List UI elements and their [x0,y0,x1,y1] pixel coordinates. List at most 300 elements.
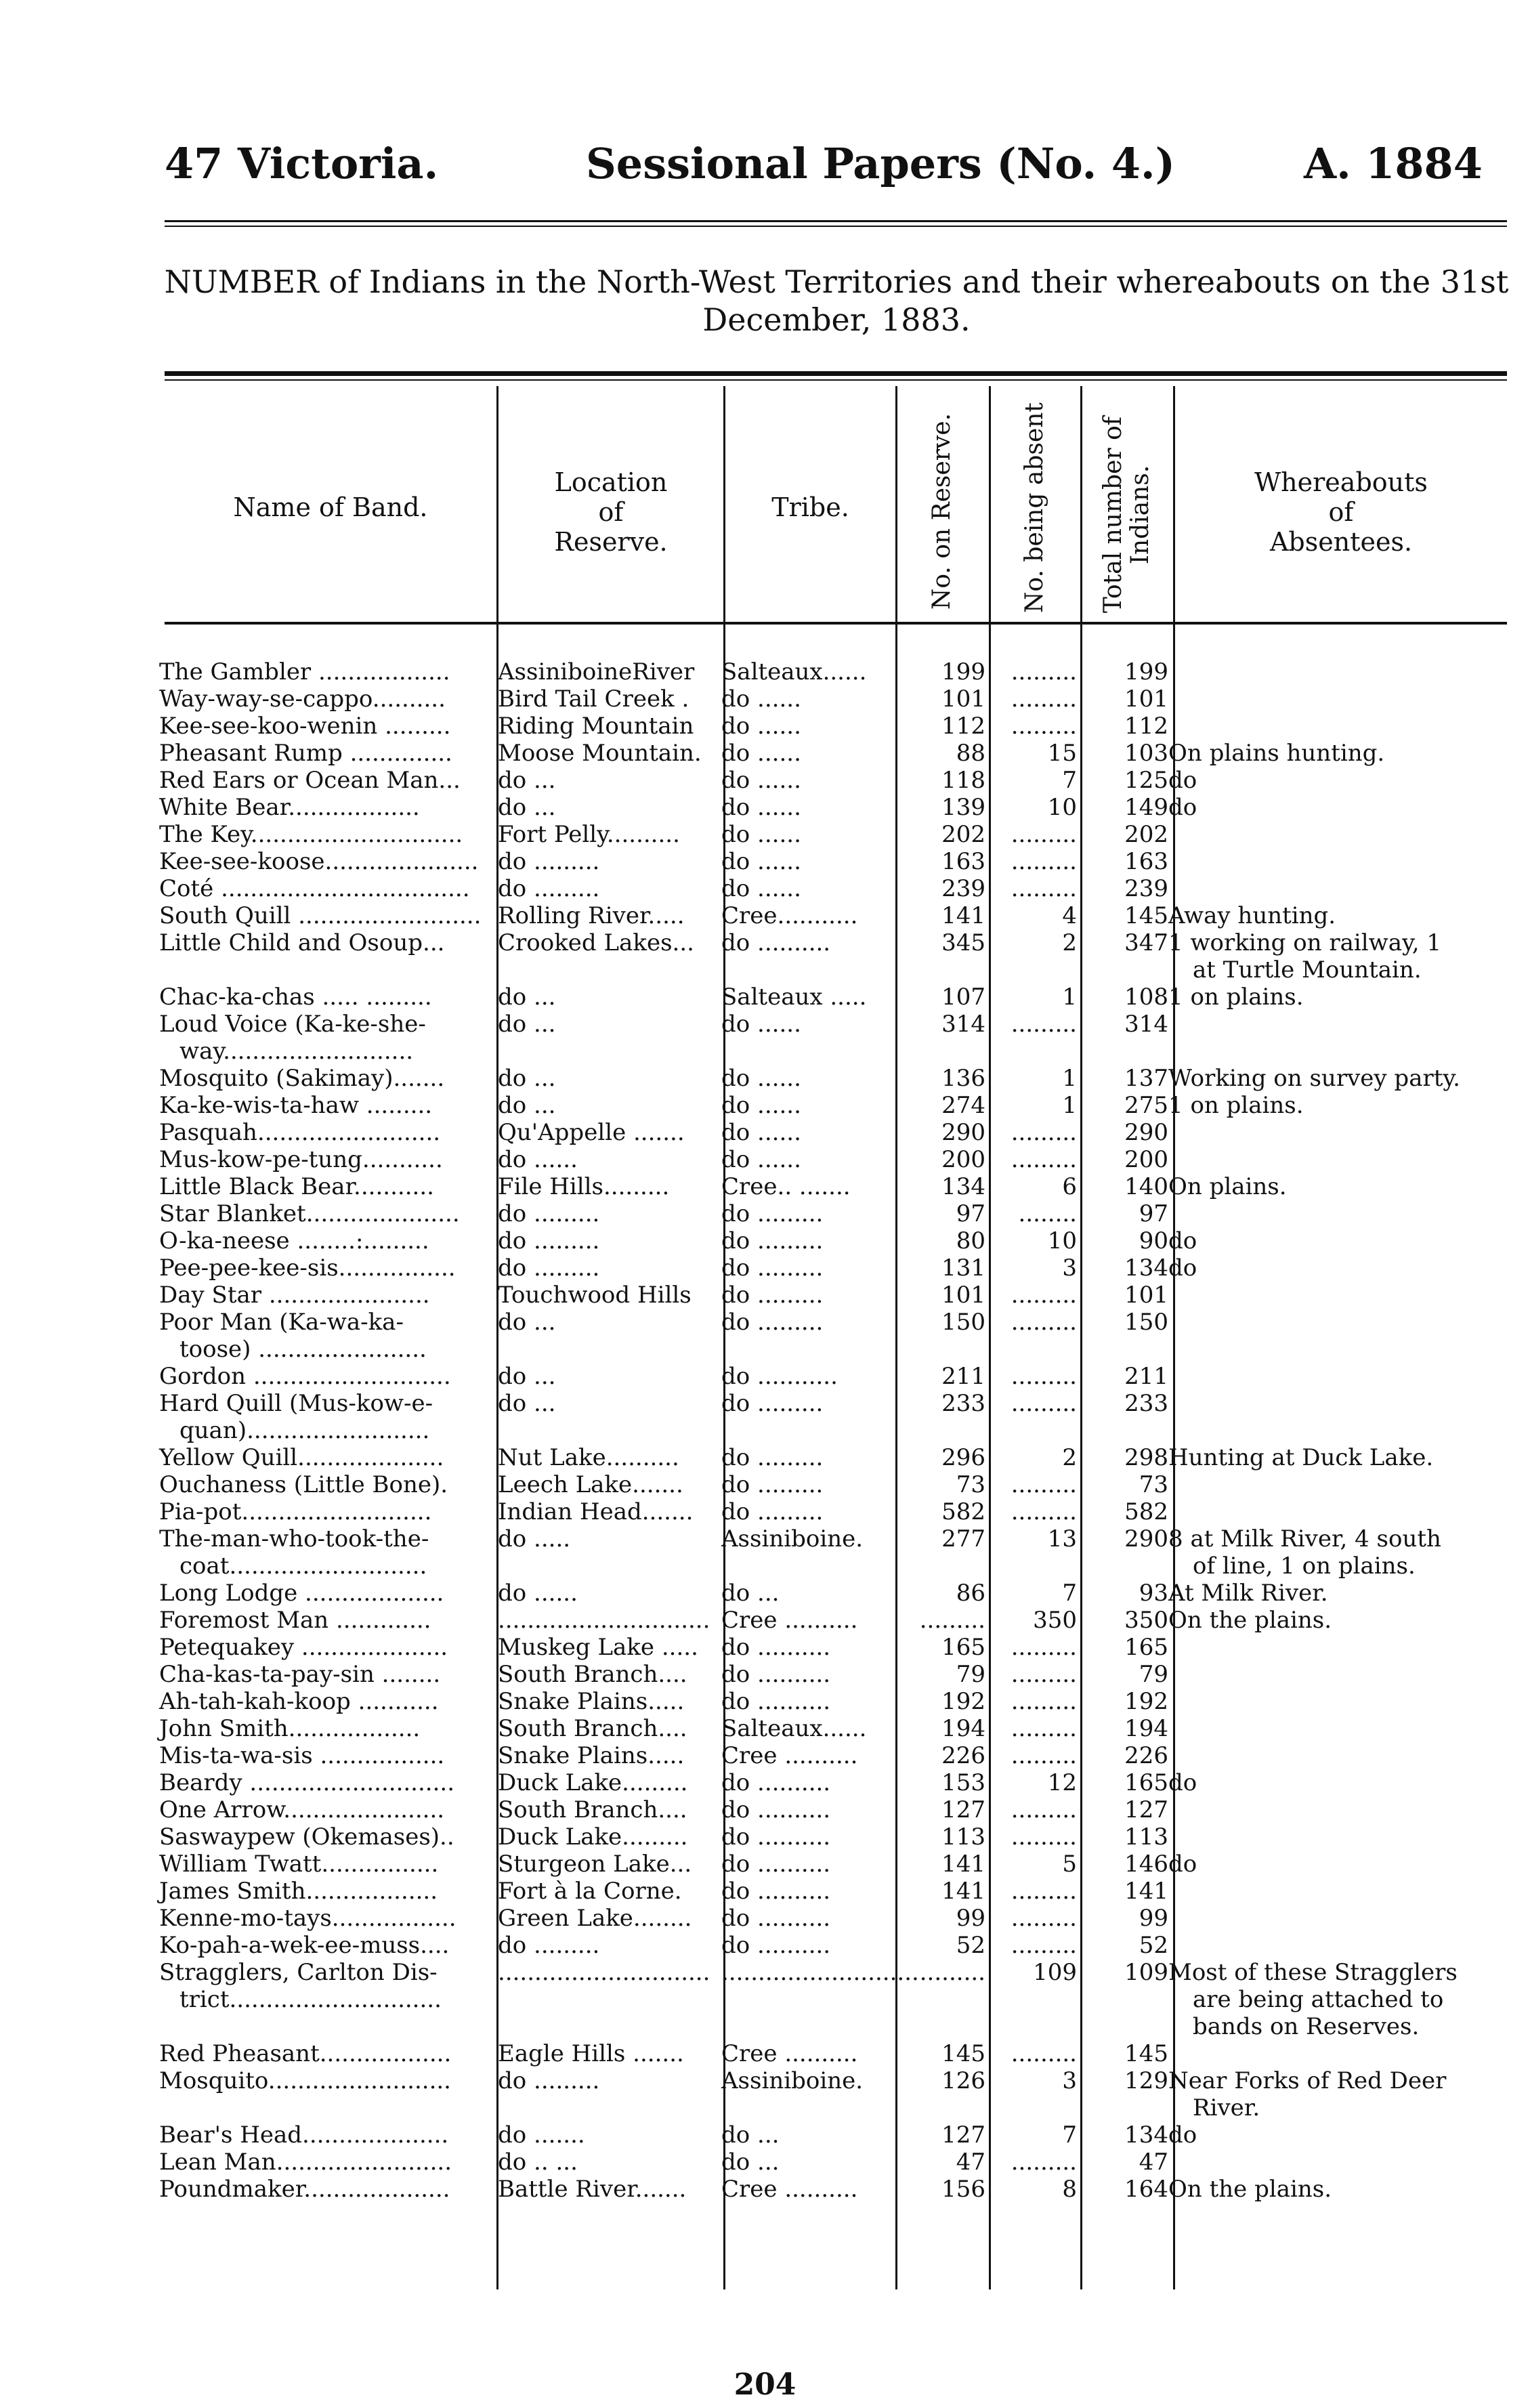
table-row [159,902,1514,929]
total-indians: 79 [1139,1661,1168,1688]
total-indians: 109 [1124,1959,1168,1986]
number-on-reserve: 127 [941,1796,985,1823]
number-on-reserve: 192 [941,1688,985,1715]
table-row [159,1607,1514,1634]
reserve-location: do ... [498,1363,556,1390]
number-on-reserve: 101 [941,685,985,713]
table-top-rule-thin [165,379,1507,381]
table-row [159,1851,1514,1878]
band-name: Kee-see-koose..................... [159,848,479,875]
absentee-whereabouts [1168,2040,1514,2067]
number-on-reserve: 290 [941,1119,985,1146]
number-absent: 6 [1062,1173,1077,1200]
total-indians: 298 [1124,1444,1168,1471]
tribe: do ......... [721,1444,824,1471]
absentee-whereabouts [1168,821,1514,848]
absentee-whereabouts: Away hunting. [1168,902,1336,929]
reserve-location: Riding Mountain [498,713,694,740]
band-name: Red Pheasant.................. [159,2040,452,2067]
tribe: do .......... [721,929,831,956]
table-row [159,1444,1514,1471]
number-absent: ......... [1011,1823,1077,1851]
table-row [159,1742,1514,1769]
total-indians: 350 [1124,1607,1168,1634]
header-center: Sessional Papers (No. 4.) [586,139,1175,188]
number-on-reserve: 141 [941,902,985,929]
band-name: Pia-pot.......................... [159,1498,432,1525]
absentee-whereabouts: On plains. [1168,1173,1287,1200]
total-indians: 134 [1124,2121,1168,2149]
absentee-whereabouts [1168,1878,1514,1905]
total-indians: 97 [1139,1200,1168,1227]
number-absent: 2 [1062,929,1077,956]
band-name: Mus-kow-pe-tung........... [159,1146,443,1173]
band-name: Gordon ........................... [159,1363,451,1390]
number-absent: 3 [1062,2067,1077,2094]
tribe: do ......... [721,1254,824,1282]
number-on-reserve: 226 [941,1742,985,1769]
table-caption [163,263,1510,339]
absentee-whereabouts: At Milk River. [1168,1580,1328,1607]
tribe: do ......... [721,1227,824,1254]
number-on-reserve: 199 [941,658,985,685]
number-on-reserve: 88 [956,740,985,767]
number-absent: ......... [1011,713,1077,740]
absentee-whereabouts: 1 working on railway, 1 at Turtle Mountain. [1168,929,1441,984]
number-on-reserve: 194 [941,1715,985,1742]
tribe: do ... [721,2121,780,2149]
total-indians: 47 [1139,2149,1168,2176]
col-head-tribe: Tribe. [771,492,849,522]
band-name: Little Black Bear........... [159,1173,434,1200]
number-on-reserve: 296 [941,1444,985,1471]
absentee-whereabouts [1168,1823,1514,1851]
number-absent: 1 [1062,1065,1077,1092]
number-on-reserve: 99 [956,1905,985,1932]
table-row [159,1959,1514,2040]
absentee-whereabouts [1168,685,1514,713]
number-on-reserve: 150 [941,1309,985,1336]
band-name: The-man-who-took-the- coat........................... [159,1525,429,1580]
number-absent: ......... [1011,685,1077,713]
number-on-reserve: 211 [941,1363,985,1390]
reserve-location: AssiniboineRiver [498,658,695,685]
reserve-location: Muskeg Lake ..... [498,1634,698,1661]
reserve-location: do ......... [498,875,600,902]
reserve-location: Moose Mountain. [498,740,702,767]
table-header-rule [165,622,1507,625]
number-on-reserve: 113 [941,1823,985,1851]
tribe: do ......... [721,1200,824,1227]
total-indians: 113 [1124,1823,1168,1851]
number-absent: ......... [1011,1905,1077,1932]
absentee-whereabouts [1168,1119,1514,1146]
number-on-reserve: 141 [941,1878,985,1905]
number-on-reserve: 274 [941,1092,985,1119]
total-indians: 192 [1124,1688,1168,1715]
table-row [159,1363,1514,1390]
band-name: White Bear.................. [159,794,420,821]
absentee-whereabouts: On plains hunting. [1168,740,1385,767]
table-row [159,1661,1514,1688]
tribe: Cree.. ....... [721,1173,851,1200]
band-name: Ah-tah-kah-koop ........... [159,1688,439,1715]
table-row [159,1715,1514,1742]
table-row [159,1254,1514,1282]
tribe: do ......... [721,1390,824,1417]
tribe: do .......... [721,1688,831,1715]
absentee-whereabouts [1168,1200,1514,1227]
total-indians: 199 [1124,658,1168,685]
total-indians: 52 [1139,1932,1168,1959]
number-absent: ......... [1011,1011,1077,1038]
tribe: do ...... [721,821,801,848]
number-on-reserve: ......... [919,1959,985,1986]
number-on-reserve: 163 [941,848,985,875]
table-row [159,1227,1514,1254]
reserve-location: Touchwood Hills [498,1282,692,1309]
band-name: Pheasant Rump .............. [159,740,452,767]
reserve-location: South Branch.... [498,1661,687,1688]
absentee-whereabouts: Near Forks of Red Deer River. [1168,2067,1447,2121]
total-indians: 163 [1124,848,1168,875]
reserve-location: Duck Lake......... [498,1769,688,1796]
number-absent: 15 [1047,740,1077,767]
band-name: Pasquah......................... [159,1119,441,1146]
tribe: do ...... [721,1146,801,1173]
number-absent: ......... [1011,875,1077,902]
tribe: ........................... [721,1959,919,1986]
number-on-reserve: 47 [956,2149,985,2176]
tribe: do ......... [721,1309,824,1336]
absentee-whereabouts [1168,1390,1514,1444]
absentee-whereabouts: do [1168,2121,1197,2149]
reserve-location: do ... [498,767,556,794]
number-absent: 2 [1062,1444,1077,1471]
total-indians: 134 [1124,1254,1168,1282]
total-indians: 150 [1124,1309,1168,1336]
number-absent: 7 [1062,767,1077,794]
total-indians: 347 [1124,929,1168,956]
table-row [159,929,1514,984]
table-row [159,1092,1514,1119]
tribe: do .......... [721,1823,831,1851]
col-head-on-reserve: No. on Reserve. [928,413,956,610]
band-name: Poundmaker.................... [159,2176,450,2203]
tribe: Assiniboine. [721,2067,864,2094]
total-indians: 125 [1124,767,1168,794]
tribe: do ...... [721,875,801,902]
table-row [159,984,1514,1011]
table-row [159,1119,1514,1146]
absentee-whereabouts [1168,658,1514,685]
number-absent: ......... [1011,848,1077,875]
tribe: do ... [721,1580,780,1607]
band-name: Red Ears or Ocean Man... [159,767,461,794]
reserve-location: Crooked Lakes... [498,929,694,956]
absentee-whereabouts: Hunting at Duck Lake. [1168,1444,1434,1471]
band-name: Beardy ............................ [159,1769,455,1796]
table-row [159,1580,1514,1607]
tribe: do .......... [721,1796,831,1823]
number-absent: ......... [1011,1661,1077,1688]
tribe: do ...... [721,685,801,713]
table-row [159,740,1514,767]
absentee-whereabouts: On the plains. [1168,1607,1332,1634]
tribe: do ...... [721,1119,801,1146]
band-name: John Smith.................. [159,1715,421,1742]
tribe: Cree .......... [721,1607,858,1634]
table-row [159,1634,1514,1661]
reserve-location: Indian Head....... [498,1498,694,1525]
total-indians: 164 [1124,2176,1168,2203]
absentee-whereabouts [1168,1796,1514,1823]
reserve-location: do ......... [498,2067,600,2094]
reserve-location: Snake Plains..... [498,1742,685,1769]
number-on-reserve: 314 [941,1011,985,1038]
total-indians: 137 [1124,1065,1168,1092]
tribe: do ...... [721,767,801,794]
total-indians: 275 [1124,1092,1168,1119]
table-row [159,875,1514,902]
reserve-location: do .. ... [498,2149,578,2176]
absentee-whereabouts: do [1168,794,1197,821]
band-name: Ka-ke-wis-ta-haw ......... [159,1092,433,1119]
reserve-location: do ..... [498,1525,571,1552]
absentee-whereabouts [1168,1146,1514,1173]
table-row [159,1769,1514,1796]
total-indians: 90 [1139,1227,1168,1254]
reserve-location: Leech Lake....... [498,1471,683,1498]
number-on-reserve: 52 [956,1932,985,1959]
reserve-location: Duck Lake......... [498,1823,688,1851]
band-name: Lean Man........................ [159,2149,452,2176]
total-indians: 211 [1124,1363,1168,1390]
number-on-reserve: 134 [941,1173,985,1200]
reserve-location: Fort Pelly.......... [498,821,680,848]
band-name: Little Child and Osoup... [159,929,445,956]
tribe: do ...... [721,1065,801,1092]
total-indians: 146 [1124,1851,1168,1878]
absentee-whereabouts [1168,2149,1514,2176]
number-absent: ......... [1011,2040,1077,2067]
number-on-reserve: 73 [956,1471,985,1498]
total-indians: 73 [1139,1471,1168,1498]
number-absent: 1 [1062,1092,1077,1119]
reserve-location: do ... [498,1011,556,1038]
absentee-whereabouts [1168,1688,1514,1715]
absentee-whereabouts [1168,1905,1514,1932]
reserve-location: do ......... [498,1254,600,1282]
reserve-location: do ... [498,1065,556,1092]
total-indians: 145 [1124,2040,1168,2067]
number-on-reserve: ......... [919,1607,985,1634]
table-row [159,821,1514,848]
tribe: Salteaux ..... [721,984,867,1011]
band-name: Cha-kas-ta-pay-sin ........ [159,1661,441,1688]
tribe: do ........... [721,1363,838,1390]
number-on-reserve: 145 [941,2040,985,2067]
tribe: do ......... [721,1282,824,1309]
absentee-whereabouts [1168,1363,1514,1390]
absentee-whereabouts: 1 on plains. [1168,984,1304,1011]
number-on-reserve: 86 [956,1580,985,1607]
table-row [159,1065,1514,1092]
absentee-whereabouts: On the plains. [1168,2176,1332,2203]
page-number: 204 [734,2367,796,2402]
band-name: Stragglers, Carlton Dis- trict............................. [159,1959,442,2013]
number-absent: ......... [1011,1282,1077,1309]
tribe: Salteaux...... [721,1715,867,1742]
absentee-whereabouts: 1 on plains. [1168,1092,1304,1119]
table-row [159,2149,1514,2176]
table-row [159,2040,1514,2067]
table-body [159,658,1514,2203]
band-name: Foremost Man ............. [159,1607,431,1634]
band-name: Poor Man (Ka-wa-ka- toose) ....................... [159,1309,427,1363]
reserve-location: South Branch.... [498,1715,687,1742]
number-absent: ......... [1011,1634,1077,1661]
absentee-whereabouts: do [1168,1851,1197,1878]
tribe: Cree........... [721,902,858,929]
band-name: Mosquito (Sakimay)....... [159,1065,445,1092]
tribe: Cree .......... [721,2176,858,2203]
total-indians: 129 [1124,2067,1168,2094]
table-top-rule [165,371,1507,376]
header-left: 47 Victoria. [165,139,439,188]
number-on-reserve: 131 [941,1254,985,1282]
band-name: South Quill ......................... [159,902,482,929]
number-on-reserve: 165 [941,1634,985,1661]
table-row [159,848,1514,875]
reserve-location: do ... [498,1309,556,1336]
total-indians: 226 [1124,1742,1168,1769]
table-row [159,1905,1514,1932]
number-absent: 1 [1062,984,1077,1011]
number-on-reserve: 136 [941,1065,985,1092]
band-name: Ko-pah-a-wek-ee-muss.... [159,1932,450,1959]
reserve-location: do ...... [498,1580,578,1607]
reserve-location: do ... [498,1092,556,1119]
number-on-reserve: 107 [941,984,985,1011]
tribe: do ...... [721,740,801,767]
tribe: do .......... [721,1851,831,1878]
tribe: Salteaux...... [721,658,867,685]
absentee-whereabouts: Working on survey party. [1168,1065,1460,1092]
reserve-location: do ...... [498,1146,578,1173]
col-head-absent: No. being absent [1021,402,1048,613]
number-absent: 5 [1062,1851,1077,1878]
number-absent: 8 [1062,2176,1077,2203]
total-indians: 194 [1124,1715,1168,1742]
band-name: O-ka-neese ........:......... [159,1227,429,1254]
band-name: Day Star ...................... [159,1282,430,1309]
number-absent: ......... [1011,821,1077,848]
total-indians: 101 [1124,1282,1168,1309]
total-indians: 165 [1124,1634,1168,1661]
band-name: Way-way-se-cappo.......... [159,685,446,713]
reserve-location: do ... [498,1390,556,1417]
table-row [159,685,1514,713]
number-on-reserve: 239 [941,875,985,902]
number-on-reserve: 97 [956,1200,985,1227]
table-row [159,658,1514,685]
total-indians: 239 [1124,875,1168,902]
band-name: Pee-pee-kee-sis................ [159,1254,456,1282]
number-absent: 10 [1047,794,1077,821]
reserve-location: do ....... [498,2121,585,2149]
number-on-reserve: 126 [941,2067,985,2094]
band-name: Chac-ka-chas ..... ......... [159,984,432,1011]
table-row [159,1525,1514,1580]
total-indians: 141 [1124,1878,1168,1905]
table-row [159,1471,1514,1498]
band-name: The Gambler .................. [159,658,450,685]
number-absent: ......... [1011,1390,1077,1417]
indian-bands-table [159,658,1514,2203]
table-row [159,1173,1514,1200]
band-name: Coté .................................. [159,875,470,902]
table-row [159,1011,1514,1065]
absentee-whereabouts [1168,1011,1514,1065]
total-indians: 93 [1139,1580,1168,1607]
number-on-reserve: 79 [956,1661,985,1688]
reserve-location: Snake Plains..... [498,1688,685,1715]
total-indians: 165 [1124,1769,1168,1796]
band-name: Star Blanket..................... [159,1200,460,1227]
reserve-location: Battle River....... [498,2176,687,2203]
total-indians: 145 [1124,902,1168,929]
reserve-location: Bird Tail Creek . [498,685,689,713]
number-absent: 10 [1047,1227,1077,1254]
tribe: do .......... [721,1769,831,1796]
table-row [159,2176,1514,2203]
band-name: Ouchaness (Little Bone). [159,1471,448,1498]
number-on-reserve: 277 [941,1525,985,1552]
total-indians: 314 [1124,1011,1168,1038]
col-head-whereabouts: Whereabouts of Absentees. [1254,467,1428,557]
reserve-location: do ......... [498,848,600,875]
reserve-location: do ......... [498,1200,600,1227]
table-row [159,767,1514,794]
tribe: do ...... [721,1011,801,1038]
tribe: do .......... [721,1905,831,1932]
reserve-location: do ......... [498,1227,600,1254]
col-head-name: Name of Band. [233,492,428,522]
number-absent: ......... [1011,1742,1077,1769]
number-on-reserve: 118 [941,767,985,794]
absentee-whereabouts [1168,1661,1514,1688]
header-rule-top [165,220,1507,222]
number-on-reserve: 200 [941,1146,985,1173]
number-on-reserve: 101 [941,1282,985,1309]
tribe: Cree .......... [721,1742,858,1769]
absentee-whereabouts: do [1168,1769,1197,1796]
absentee-whereabouts [1168,848,1514,875]
band-name: Yellow Quill.................... [159,1444,444,1471]
tribe: do ......... [721,1471,824,1498]
total-indians: 290 [1124,1119,1168,1146]
band-name: Mosquito......................... [159,2067,451,2094]
table-row [159,2067,1514,2121]
absentee-whereabouts [1168,1471,1514,1498]
reserve-location: File Hills......... [498,1173,670,1200]
table-row [159,1498,1514,1525]
band-name: Kee-see-koo-wenin ......... [159,713,451,740]
number-on-reserve: 345 [941,929,985,956]
total-indians: 108 [1124,984,1168,1011]
number-absent: ........ [1018,1200,1077,1227]
